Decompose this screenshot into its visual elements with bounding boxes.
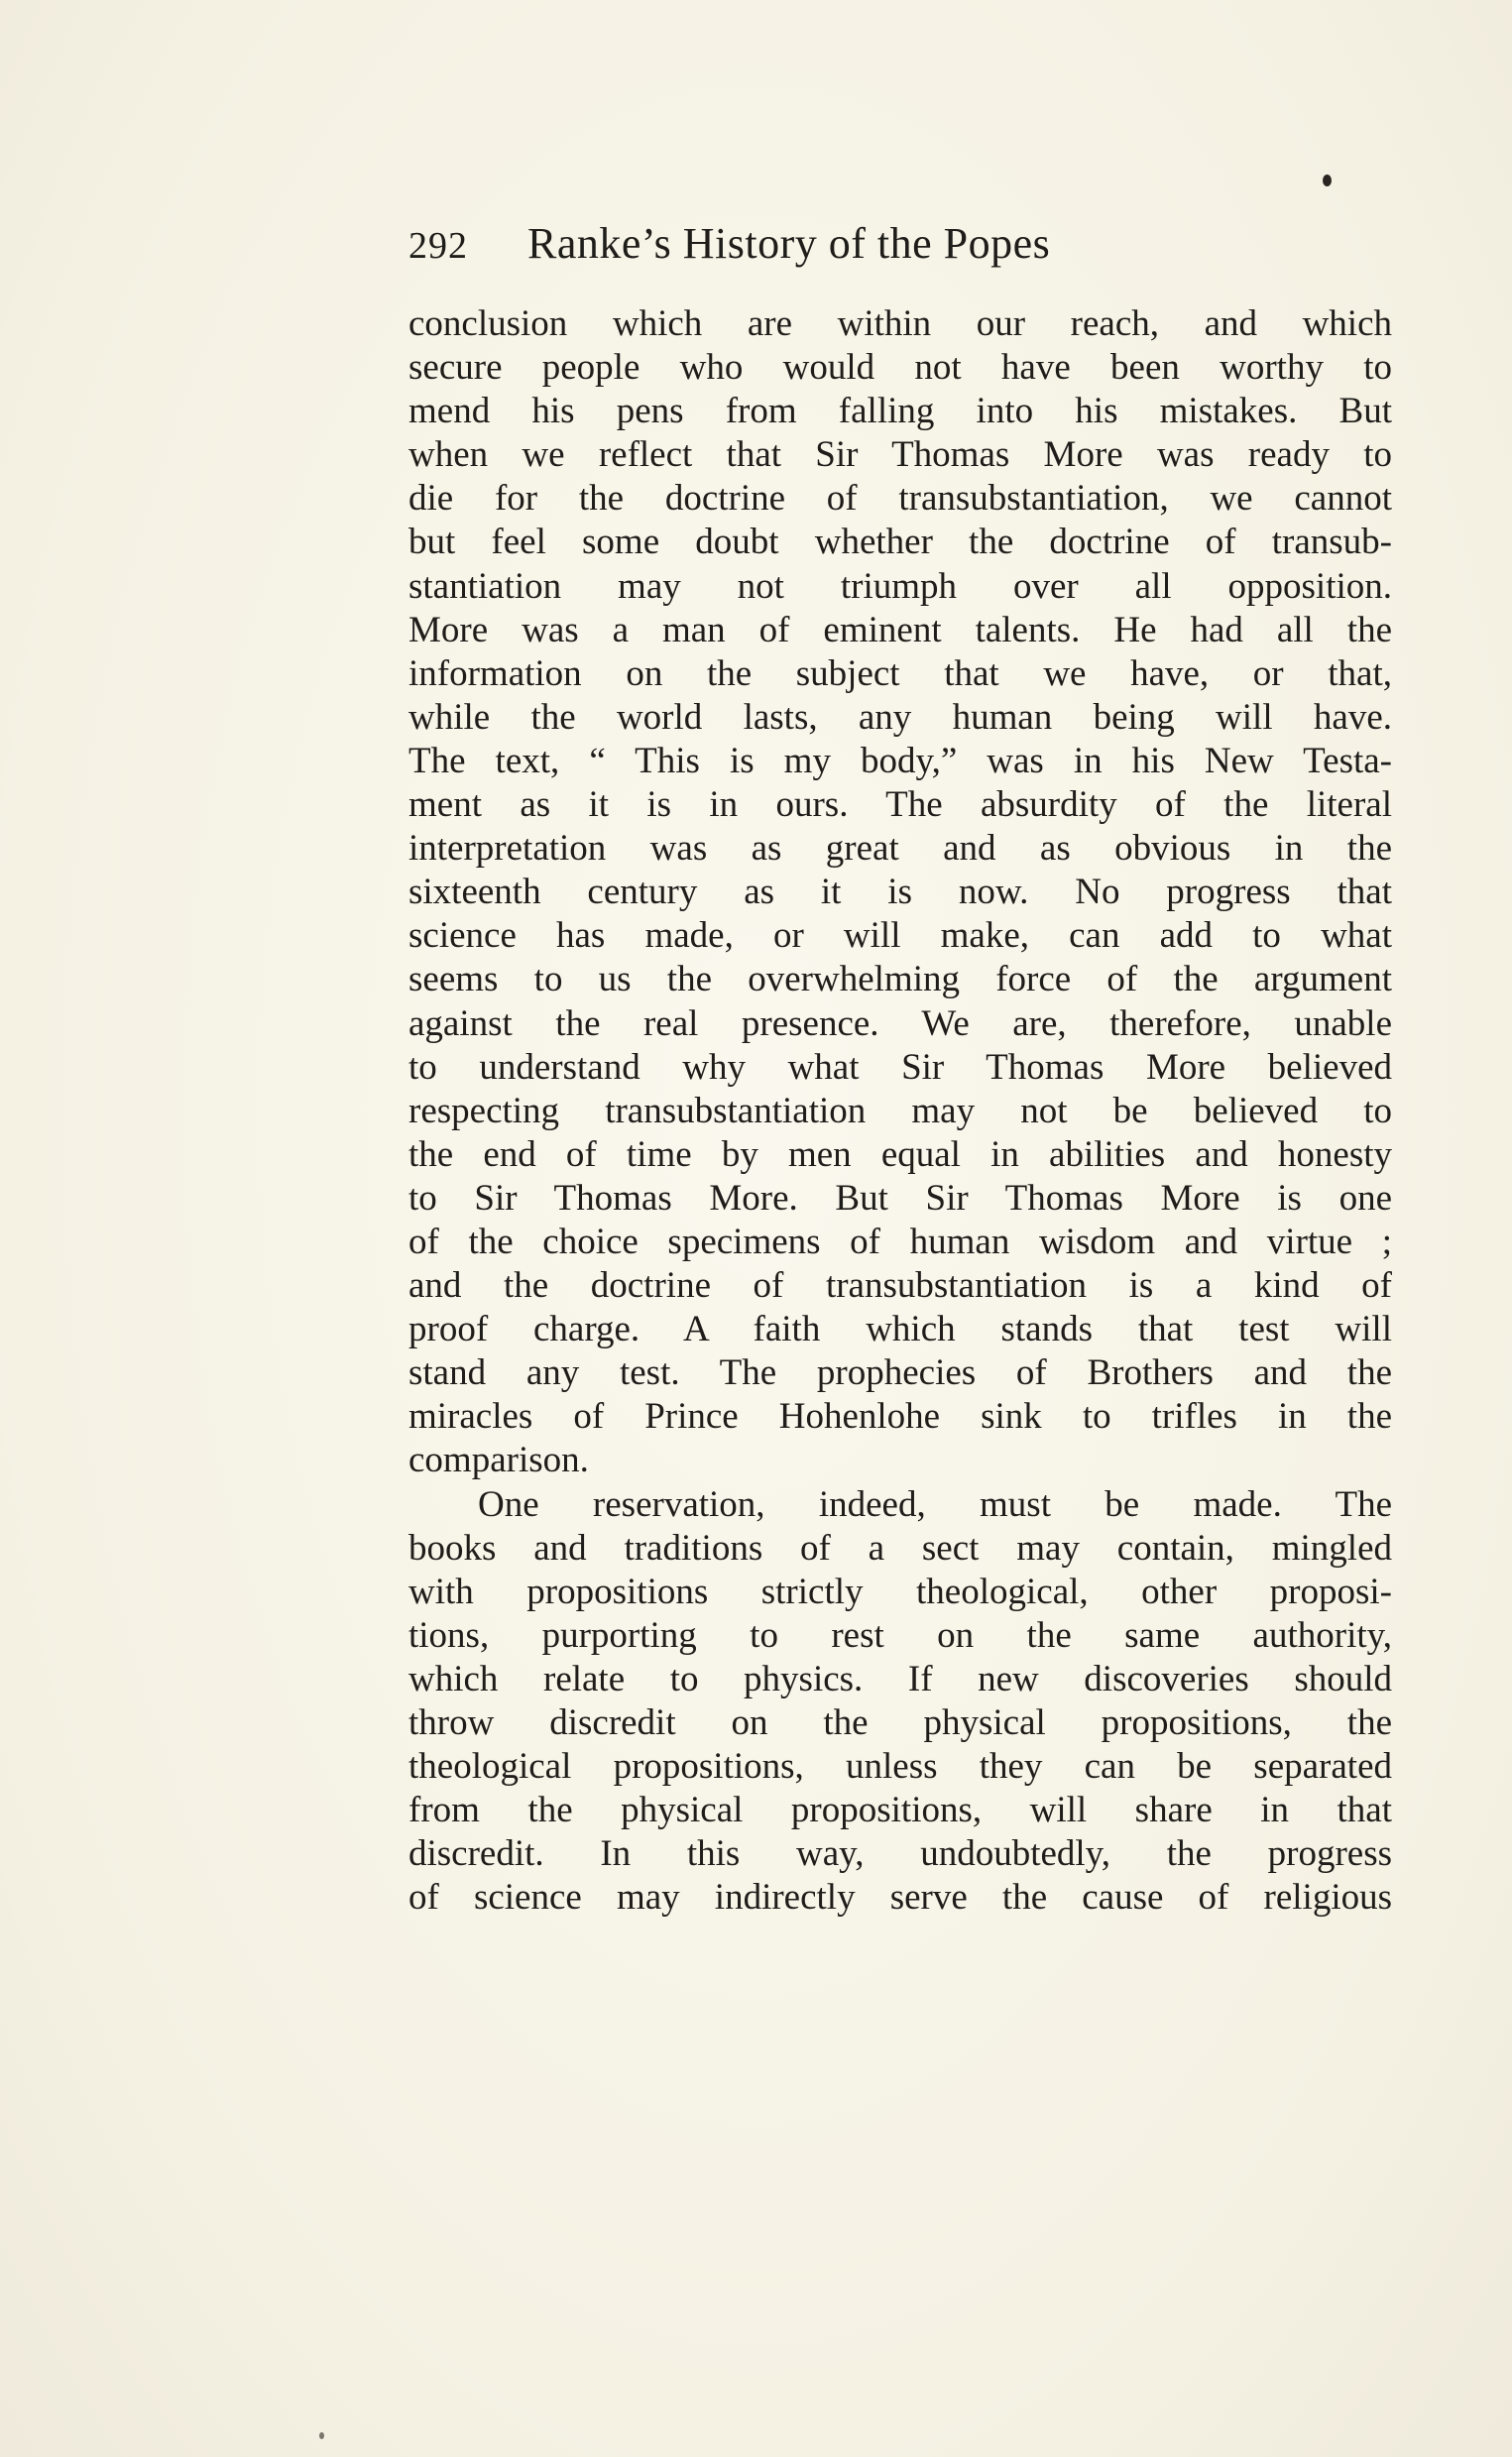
text-line: stand any test. The prophecies of Brothers and the bbox=[408, 1352, 1392, 1394]
paragraph-first-line: One reservation, indeed, must be made. The bbox=[478, 1483, 1392, 1525]
text-line: information on the subject that we have, or that, bbox=[408, 652, 1392, 694]
text-line: of science may indirectly serve the cause of religious bbox=[408, 1877, 1392, 1919]
text-line: die for the doctrine of transubstantiation, we cannot bbox=[408, 478, 1392, 520]
ink-speck bbox=[319, 2432, 324, 2439]
text-line: with propositions strictly theological, other proposi- bbox=[408, 1571, 1392, 1612]
text-line: against the real presence. We are, therefore, unable bbox=[408, 1002, 1392, 1044]
body-text bbox=[408, 302, 1392, 1920]
text-line: miracles of Prince Hohenlohe sink to trifles in the bbox=[408, 1396, 1392, 1438]
text-line: respecting transubstantiation may not be believed to bbox=[408, 1090, 1392, 1131]
ink-speck bbox=[1323, 175, 1332, 186]
text-line: the end of time by men equal in abilities and honesty bbox=[408, 1133, 1392, 1175]
text-line: science has made, or will make, can add to what bbox=[408, 915, 1392, 957]
text-line: throw discredit on the physical propositions, the bbox=[408, 1702, 1392, 1743]
text-line: interpretation was as great and as obvious in the bbox=[408, 828, 1392, 870]
page-number: 292 bbox=[408, 225, 468, 267]
text-line: books and traditions of a sect may contain, mingled bbox=[408, 1527, 1392, 1569]
text-line: when we reflect that Sir Thomas More was ready to bbox=[408, 434, 1392, 476]
text-line: to Sir Thomas More. But Sir Thomas More is one bbox=[408, 1177, 1392, 1219]
text-line: and the doctrine of transubstantiation is a kind of bbox=[408, 1265, 1392, 1307]
page-header bbox=[408, 218, 1251, 278]
text-line: sixteenth century as it is now. No progress that bbox=[408, 872, 1392, 913]
running-title: Ranke’s History of the Popes bbox=[527, 219, 1051, 268]
text-line: conclusion which are within our reach, and which bbox=[408, 303, 1392, 344]
text-line: stantiation may not triumph over all opposition. bbox=[408, 565, 1392, 607]
text-line: which relate to physics. If new discoveries should bbox=[408, 1658, 1392, 1699]
text-line: tions, purporting to rest on the same authority, bbox=[408, 1614, 1392, 1656]
text-line: secure people who would not have been worthy to bbox=[408, 347, 1392, 389]
text-line: The text, “ This is my body,” was in his New Testa- bbox=[408, 740, 1392, 781]
text-line: discredit. In this way, undoubtedly, the progress bbox=[408, 1833, 1392, 1875]
text-line: to understand why what Sir Thomas More believed bbox=[408, 1046, 1392, 1088]
text-line: seems to us the overwhelming force of the argument bbox=[408, 959, 1392, 1000]
text-line: ment as it is in ours. The absurdity of the literal bbox=[408, 784, 1392, 826]
text-line: More was a man of eminent talents. He had all the bbox=[408, 609, 1392, 650]
text-line: theological propositions, unless they can be separated bbox=[408, 1746, 1392, 1788]
text-line: comparison. bbox=[408, 1440, 589, 1481]
text-line: of the choice specimens of human wisdom and virtue ; bbox=[408, 1221, 1392, 1262]
text-line: but feel some doubt whether the doctrine of transub- bbox=[408, 522, 1392, 563]
text-line: proof charge. A faith which stands that test will bbox=[408, 1309, 1392, 1350]
text-line: while the world lasts, any human being will have. bbox=[408, 696, 1392, 738]
text-line: from the physical propositions, will share in that bbox=[408, 1790, 1392, 1831]
text-line: mend his pens from falling into his mistakes. But bbox=[408, 391, 1392, 432]
